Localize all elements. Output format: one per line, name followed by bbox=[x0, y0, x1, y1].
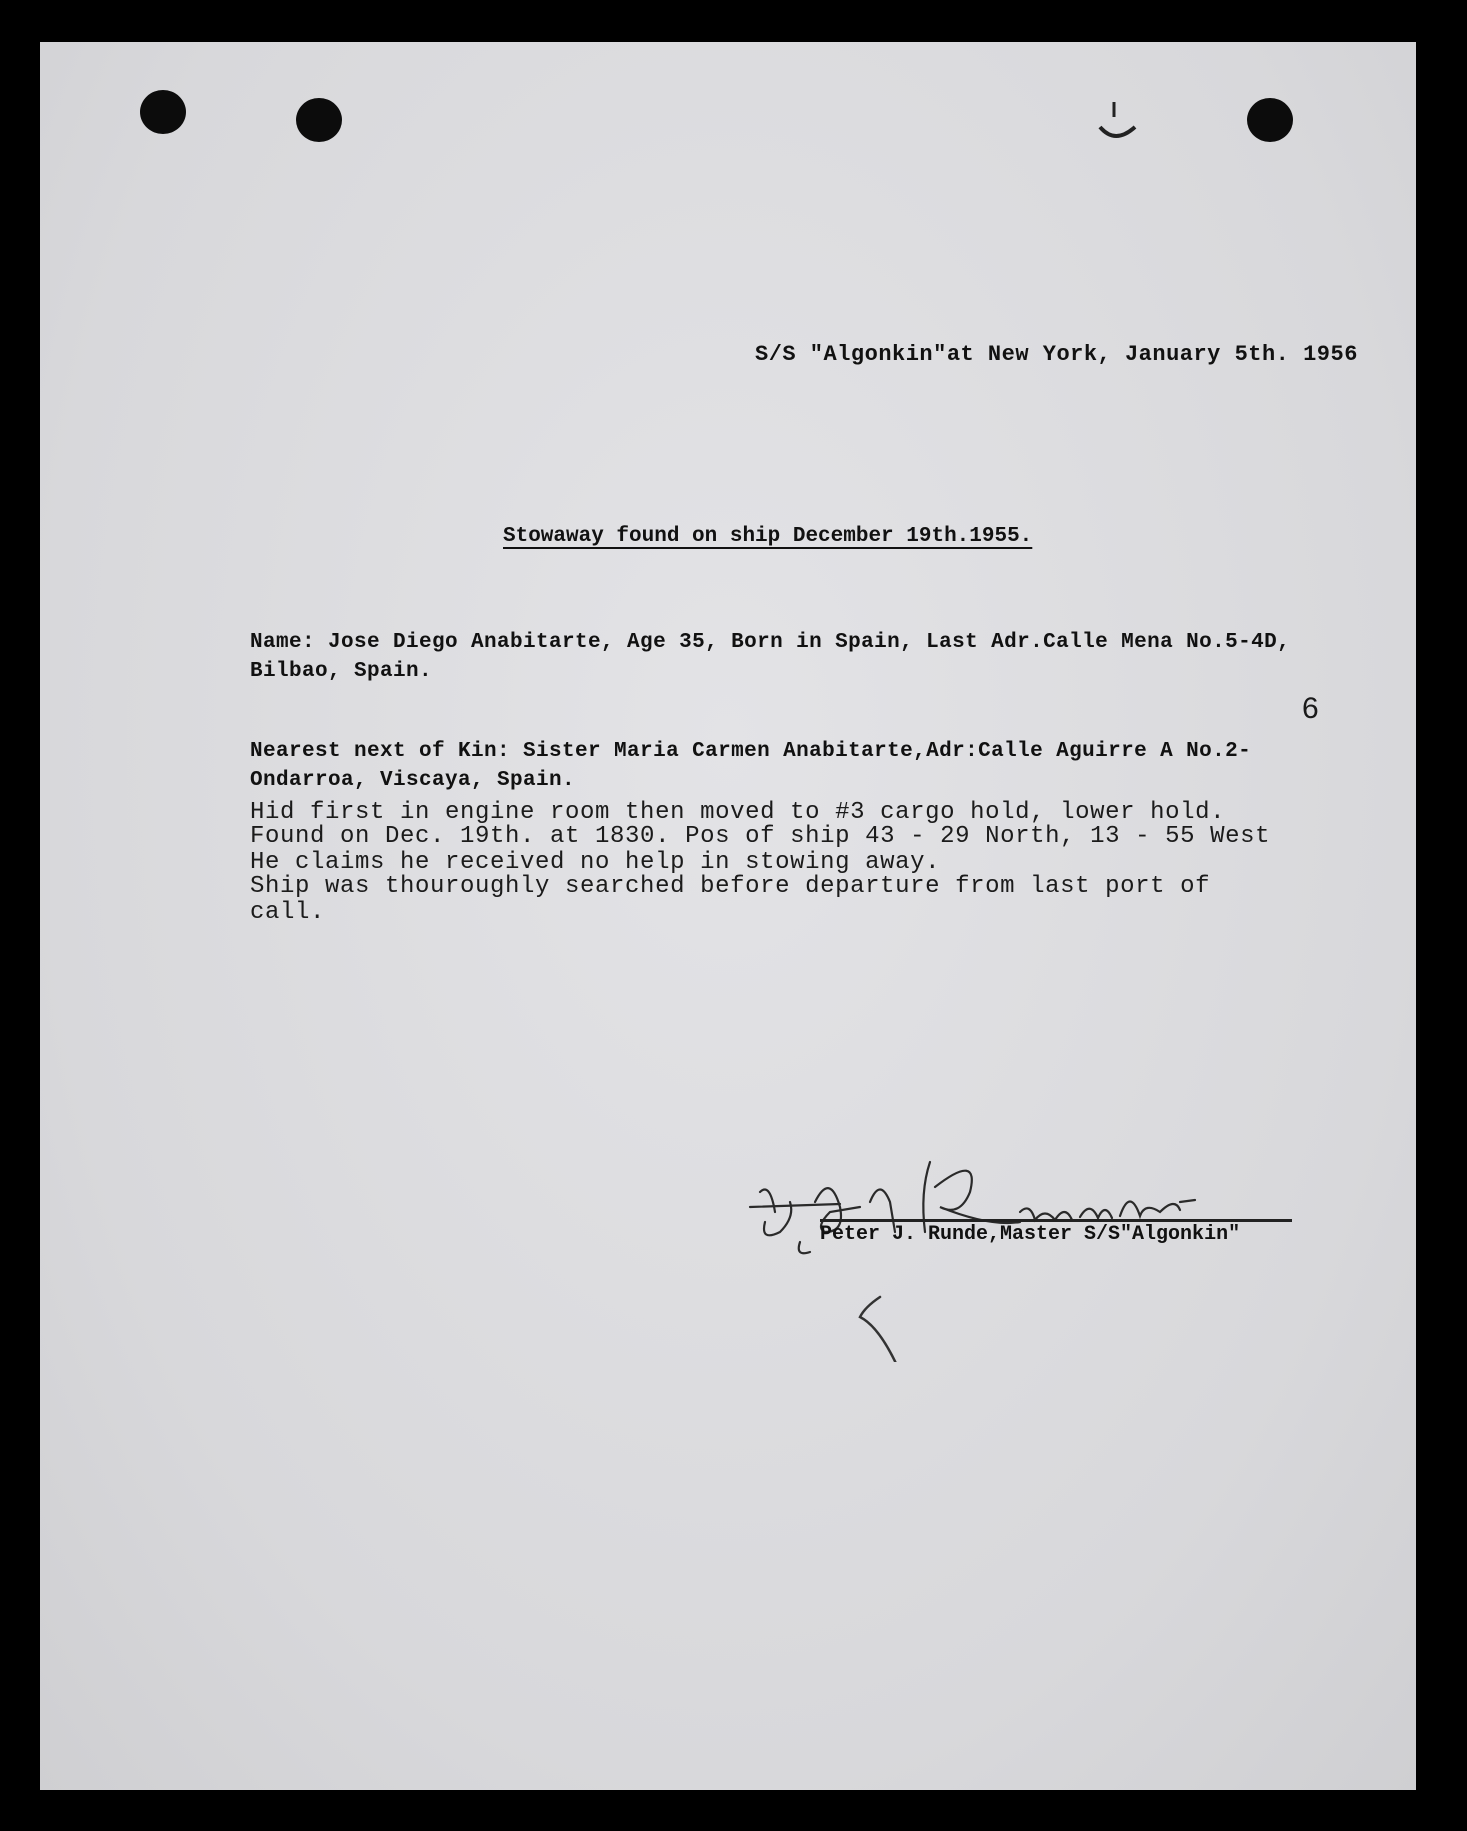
hole-residue-mark bbox=[1090, 97, 1150, 147]
page-number: 6 bbox=[1302, 692, 1319, 725]
punch-hole-left-2 bbox=[296, 98, 342, 142]
kin-line-1: Nearest next of Kin: Sister Maria Carmen Anabitarte,Adr:Calle Aguirre A No.2- bbox=[250, 740, 1252, 763]
narrative-line-3: He claims he received no help in stowing away. bbox=[250, 849, 941, 876]
handwritten-signature bbox=[720, 1132, 1280, 1362]
narrative-line-2: Found on Dec. 19th. at 1830. Pos of ship 43 - 29 North, 13 - 55 West bbox=[250, 823, 1271, 850]
name-line-2: Bilbao, Spain. bbox=[250, 660, 433, 683]
signature-caption: Peter J. Runde,Master S/S"Algonkin" bbox=[820, 1223, 1241, 1246]
punch-hole-left-1 bbox=[140, 90, 186, 134]
name-line-1: Name: Jose Diego Anabitarte, Age 35, Born in Spain, Last Adr.Calle Mena No.5-4D, bbox=[250, 631, 1291, 654]
narrative-line-4: Ship was thouroughly searched before departure from last port of bbox=[250, 873, 1211, 900]
dateline: S/S "Algonkin"at New York, January 5th. 1956 bbox=[755, 342, 1358, 367]
kin-line-2: Ondarroa, Viscaya, Spain. bbox=[250, 769, 576, 792]
document-page bbox=[40, 42, 1416, 1790]
signature-rule bbox=[820, 1219, 1292, 1222]
document-title: Stowaway found on ship December 19th.1955. bbox=[503, 525, 1033, 548]
narrative-line-5: call. bbox=[250, 899, 326, 926]
punch-hole-right bbox=[1247, 98, 1293, 142]
narrative-line-1: Hid first in engine room then moved to #3 cargo hold, lower hold. bbox=[250, 799, 1226, 826]
